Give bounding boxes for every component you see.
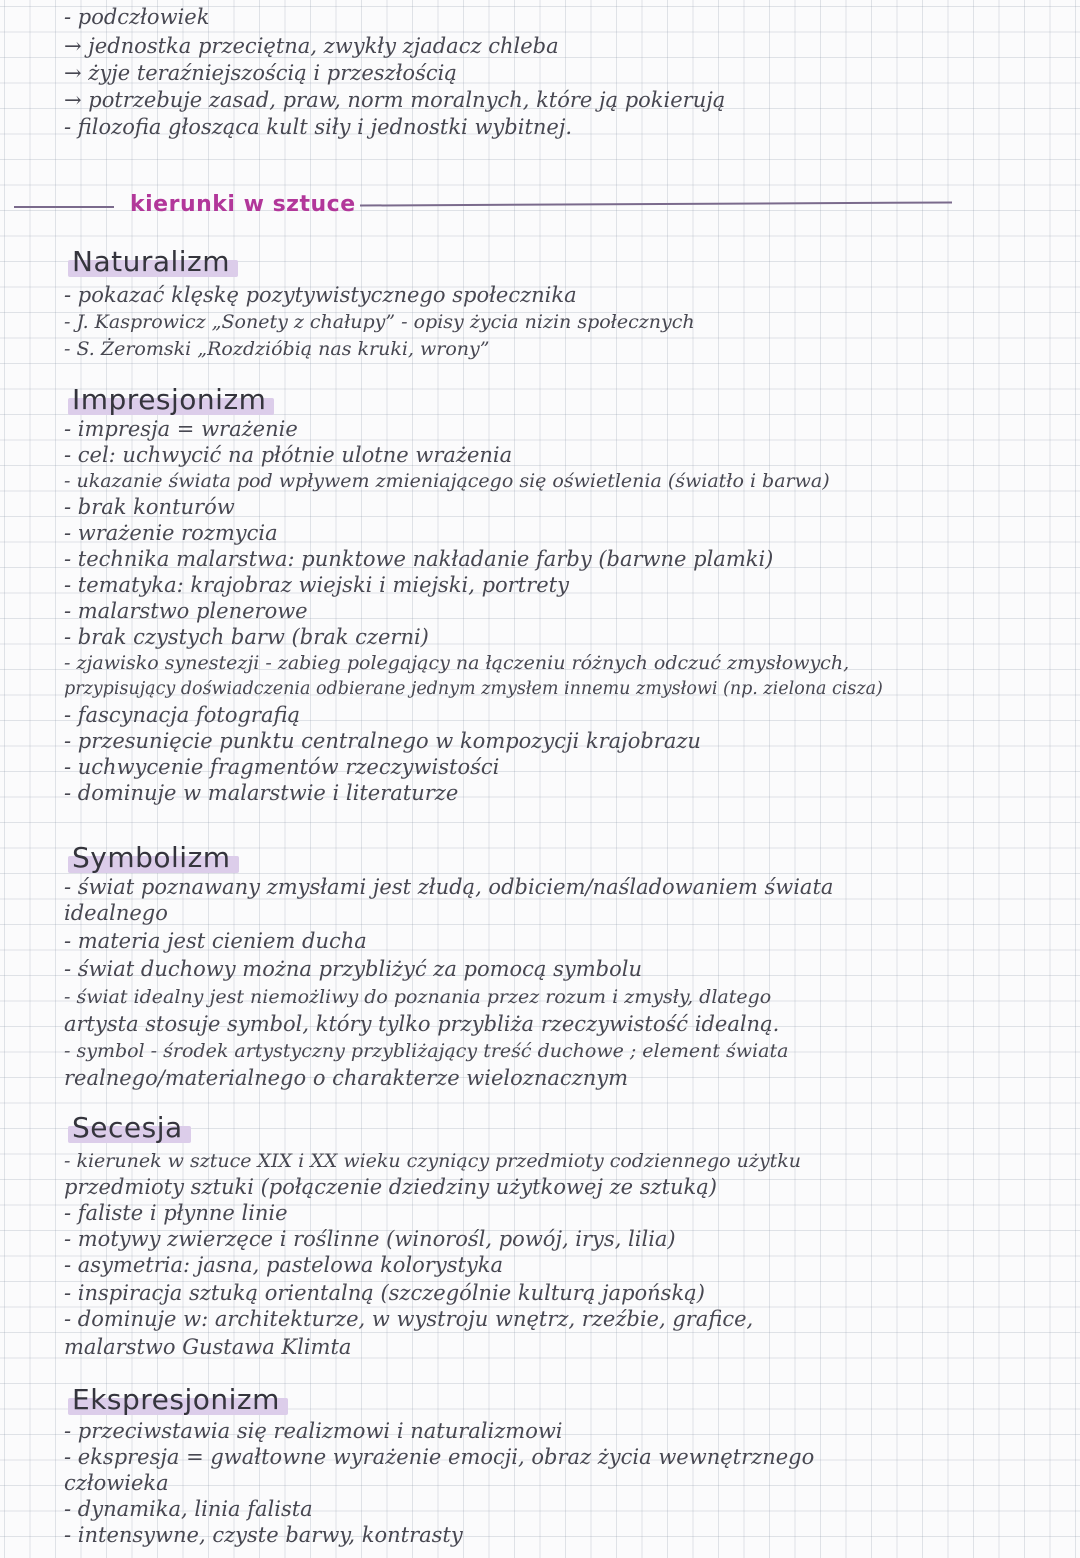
impresjonizm-line: - ukazanie świata pod wpływem zmieniającego się oświetlenia (światło i barwa) — [64, 470, 830, 492]
impresjonizm-line: - cel: uchwycić na płótnie ulotne wrażenia — [64, 443, 513, 467]
intro-line: - podczłowiek — [64, 5, 210, 29]
heading-secesja: Secesja — [68, 1112, 191, 1144]
ekspresjonizm-line: - ekspresja = gwałtowne wyrażenie emocji, obraz życia wewnętrznego — [64, 1445, 815, 1469]
secesja-line: - asymetria: jasna, pastelowa kolorystyka — [64, 1253, 504, 1277]
impresjonizm-line: - przesunięcie punktu centralnego w kompozycji krajobrazu — [64, 729, 701, 753]
symbolizm-line: realnego/materialnego o charakterze wieloznacznym — [64, 1066, 629, 1090]
impresjonizm-line: - malarstwo plenerowe — [64, 599, 308, 623]
secesja-line: - faliste i płynne linie — [64, 1201, 288, 1225]
naturalizm-line: - S. Żeromski „Rozdzióbią nas kruki, wrony” — [64, 338, 490, 360]
symbolizm-line: idealnego — [64, 901, 168, 925]
intro-line: → potrzebuje zasad, praw, norm moralnych, które ją pokierują — [64, 88, 726, 112]
symbolizm-line: - materia jest cieniem ducha — [64, 929, 367, 953]
heading-ekspresjonizm: Ekspresjonizm — [68, 1384, 288, 1416]
impresjonizm-line: - impresja = wrażenie — [64, 417, 298, 441]
ekspresjonizm-line: - intensywne, czyste barwy, kontrasty — [64, 1523, 463, 1547]
symbolizm-line: - świat poznawany zmysłami jest złudą, odbiciem/naśladowaniem świata — [64, 875, 834, 899]
secesja-line: - dominuje w: architekturze, w wystroju wnętrz, rzeźbie, grafice, — [64, 1307, 754, 1331]
section-rule-right — [360, 201, 952, 206]
naturalizm-line: - pokazać klęskę pozytywistycznego społecznika — [64, 283, 577, 307]
impresjonizm-line: - wrażenie rozmycia — [64, 521, 278, 545]
impresjonizm-line: - fascynacja fotografią — [64, 703, 301, 727]
impresjonizm-line: - tematyka: krajobraz wiejski i miejski, portrety — [64, 573, 569, 597]
ekspresjonizm-line: - przeciwstawia się realizmowi i naturalizmowi — [64, 1419, 563, 1443]
intro-line: → żyje teraźniejszością i przeszłością — [64, 61, 457, 85]
impresjonizm-line: - technika malarstwa: punktowe nakładanie farby (barwne plamki) — [64, 547, 774, 571]
secesja-line: przedmioty sztuki (połączenie dziedziny użytkowej ze sztuką) — [64, 1175, 717, 1199]
symbolizm-line: - symbol - środek artystyczny przybliżający treść duchowe ; element świata — [64, 1040, 789, 1062]
section-rule-left — [14, 206, 114, 208]
impresjonizm-line: - brak konturów — [64, 495, 235, 519]
secesja-line: - motywy zwierzęce i roślinne (winorośl, powój, irys, lilia) — [64, 1227, 676, 1251]
heading-naturalizm: Naturalizm — [68, 246, 238, 278]
symbolizm-line: artysta stosuje symbol, który tylko przybliża rzeczywistość idealną. — [64, 1012, 780, 1036]
section-title: kierunki w sztuce — [130, 192, 356, 217]
heading-impresjonizm: Impresjonizm — [68, 384, 274, 416]
symbolizm-line: - świat duchowy można przybliżyć za pomocą symbolu — [64, 957, 643, 981]
impresjonizm-line: przypisujący doświadczenia odbierane jednym zmysłem innemu zmysłowi (np. zielona cisza) — [64, 679, 883, 699]
impresjonizm-line: - zjawisko synestezji - zabieg polegający na łączeniu różnych odczuć zmysłowych, — [64, 652, 850, 674]
heading-symbolizm: Symbolizm — [68, 842, 239, 874]
intro-line: → jednostka przeciętna, zwykły zjadacz chleba — [64, 34, 559, 58]
impresjonizm-line: - brak czystych barw (brak czerni) — [64, 625, 429, 649]
impresjonizm-line: - dominuje w malarstwie i literaturze — [64, 781, 459, 805]
naturalizm-line: - J. Kasprowicz „Sonety z chałupy” - opisy życia nizin społecznych — [64, 311, 695, 333]
secesja-line: malarstwo Gustawa Klimta — [64, 1335, 352, 1359]
secesja-line: - inspiracja sztuką orientalną (szczególnie kulturą japońską) — [64, 1281, 705, 1305]
symbolizm-line: - świat idealny jest niemożliwy do poznania przez rozum i zmysły, dlatego — [64, 986, 772, 1008]
ekspresjonizm-line: człowieka — [64, 1471, 169, 1495]
secesja-line: - kierunek w sztuce XIX i XX wieku czyniący przedmioty codziennego użytku — [64, 1150, 802, 1172]
ekspresjonizm-line: - dynamika, linia falista — [64, 1497, 313, 1521]
impresjonizm-line: - uchwycenie fragmentów rzeczywistości — [64, 755, 500, 779]
intro-line: - filozofia głosząca kult siły i jednostki wybitnej. — [64, 115, 573, 139]
